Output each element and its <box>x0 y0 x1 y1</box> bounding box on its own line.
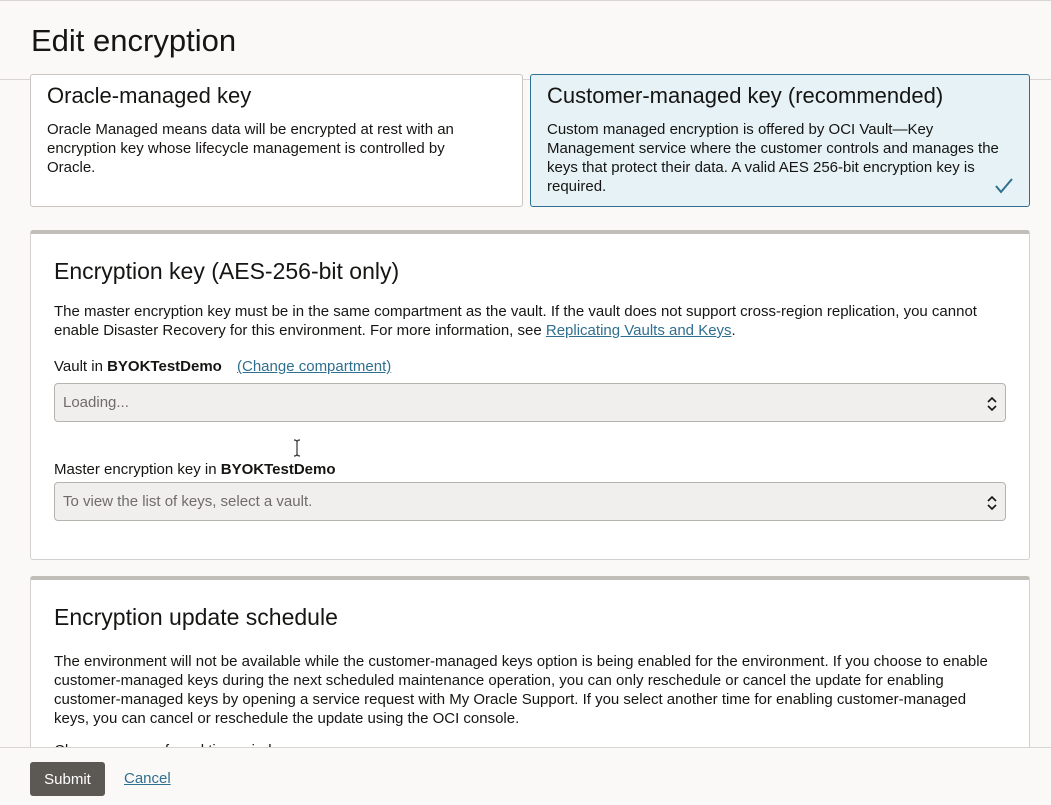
update-schedule-title: Encryption update schedule <box>54 604 338 630</box>
vault-select[interactable] <box>54 383 1006 422</box>
encryption-key-title: Encryption key (AES-256-bit only) <box>54 258 400 284</box>
submit-button[interactable]: Submit <box>30 762 105 796</box>
master-key-label <box>54 461 336 478</box>
update-schedule-description: The environment will not be available while the customer-managed keys option is being enabled for the environment. If you choose to enable customer-managed keys during the next scheduled maintenance operation, you can only reschedule or cancel the update for enabling customer-managed keys by opening a service request with My Oracle Support. If you select another time for enabling customer-managed keys, you can cancel or reschedule the update using the OCI console. <box>54 653 988 727</box>
oracle-managed-key-description: Oracle Managed means data will be encrypted at rest with an encryption key whose lifecycle management is controlled by Oracle. <box>47 121 454 176</box>
oracle-managed-key-title: Oracle-managed key <box>47 83 252 108</box>
master-key-select-value: To view the list of keys, select a vault. <box>63 493 313 510</box>
checkmark-icon <box>995 178 1013 194</box>
customer-managed-key-title: Customer-managed key (recommended) <box>547 83 944 108</box>
page-title: Edit encryption <box>31 23 237 58</box>
select-arrows-icon <box>986 394 998 414</box>
master-key-label-prefix: Master encryption key in <box>54 461 221 478</box>
vault-label <box>54 358 391 375</box>
encryption-key-description-suffix: . <box>731 322 736 339</box>
master-key-compartment-name: BYOKTestDemo <box>220 461 336 478</box>
cancel-link[interactable]: Cancel <box>124 770 171 787</box>
encryption-key-description-text: The master encryption key must be in the same compartment as the vault. If the vault does not support cross-region replication, you cannot enable Disaster Recovery for this environment. For more information, see <box>54 303 977 339</box>
dialog-header <box>0 0 1051 80</box>
customer-managed-key-description: Custom managed encryption is offered by OCI Vault—Key Management service where the customer controls and manages the keys that protect their data. A valid AES 256-bit encryption key is required. <box>547 121 999 195</box>
replicating-vaults-link[interactable]: Replicating Vaults and Keys <box>545 322 732 339</box>
master-key-select[interactable] <box>54 482 1006 521</box>
encryption-key-section <box>30 230 1030 560</box>
vault-select-value: Loading... <box>63 394 129 411</box>
text-cursor-icon <box>292 439 302 457</box>
vault-compartment-name: BYOKTestDemo <box>107 358 222 375</box>
change-compartment-link[interactable]: (Change compartment) <box>237 358 392 375</box>
customer-managed-key-card[interactable] <box>530 74 1030 207</box>
oracle-managed-key-card[interactable] <box>30 74 523 207</box>
select-arrows-icon <box>986 493 998 513</box>
encryption-key-description <box>54 302 1005 340</box>
scroll-content[interactable] <box>0 80 1051 747</box>
dialog-footer <box>0 747 1051 805</box>
vault-label-prefix: Vault in <box>54 358 108 375</box>
